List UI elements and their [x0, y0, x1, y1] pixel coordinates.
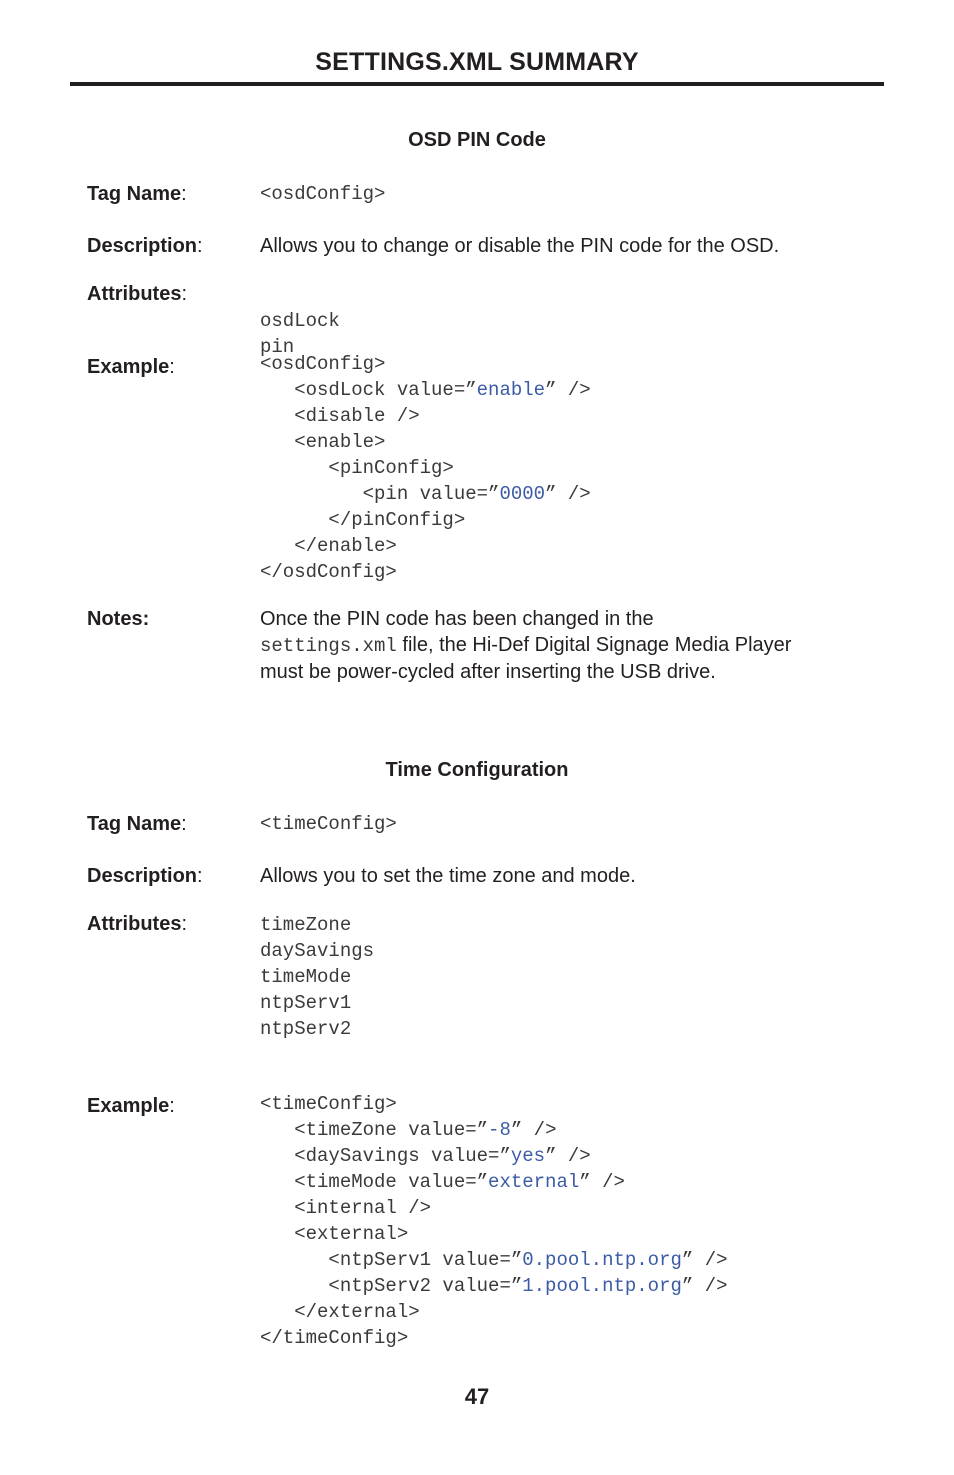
section-title-osd: OSD PIN Code [408, 129, 546, 151]
code-line: <ntpServ1 value=”0.pool.ntp.org” /> [260, 1249, 728, 1271]
label-example: Example: [87, 356, 175, 378]
code-line: </timeConfig> [260, 1327, 409, 1349]
label-notes: Notes: [87, 608, 150, 630]
osd-description: Allows you to change or disable the PIN code for the OSD. [260, 235, 780, 257]
label-tag-name: Tag Name: [87, 183, 187, 205]
label-attributes: Attributes: [87, 283, 188, 305]
osd-tag-name: <osdConfig> [260, 183, 386, 205]
code-line: <internal /> [260, 1197, 432, 1219]
attribute-item: osdLock [260, 310, 340, 332]
code-line: <timeZone value=”-8” /> [260, 1119, 557, 1141]
attribute-item: pin [260, 336, 295, 358]
code-line: <pinConfig> [260, 457, 454, 479]
code-line: </enable> [260, 535, 397, 557]
code-line: <disable /> [260, 405, 420, 427]
attribute-item: timeMode [260, 966, 352, 988]
header-rule [70, 82, 884, 86]
section-title-time: Time Configuration [385, 759, 569, 781]
code-line: </osdConfig> [260, 561, 397, 583]
time-attributes [260, 912, 374, 1042]
attribute-item: ntpServ1 [260, 992, 352, 1014]
code-line: <ntpServ2 value=”1.pool.ntp.org” /> [260, 1275, 728, 1297]
osd-example-code [260, 351, 591, 585]
time-tag-name: <timeConfig> [260, 813, 397, 835]
code-line: <enable> [260, 431, 386, 453]
label-tag-name: Tag Name: [87, 813, 187, 835]
settings-xml-filename: settings.xml [260, 635, 397, 657]
code-line: </pinConfig> [260, 509, 466, 531]
label-description: Description: [87, 235, 203, 257]
code-line: <timeConfig> [260, 1093, 397, 1115]
code-line: <osdLock value=”enable” /> [260, 379, 591, 401]
page-title: SETTINGS.XML SUMMARY [315, 48, 639, 76]
attribute-item: daySavings [260, 940, 375, 962]
code-line: <timeMode value=”external” /> [260, 1171, 625, 1193]
label-description: Description: [87, 865, 203, 887]
attribute-item: ntpServ2 [260, 1018, 352, 1040]
code-line: <pin value=”0000” /> [260, 483, 591, 505]
code-line: <external> [260, 1223, 409, 1245]
time-example-code [260, 1091, 728, 1351]
code-line: </external> [260, 1301, 420, 1323]
attribute-item: timeZone [260, 914, 352, 936]
label-attributes: Attributes: [87, 913, 188, 935]
osd-attributes [260, 282, 340, 360]
code-line: <osdConfig> [260, 353, 386, 375]
code-line: <daySavings value=”yes” /> [260, 1145, 591, 1167]
time-description: Allows you to set the time zone and mode. [260, 865, 636, 887]
osd-notes: Once the PIN code has been changed in the settings.xml file, the Hi-Def Digital Signage Media Player must be power-cycled after inserting the USB drive. [260, 608, 792, 683]
label-example: Example: [87, 1095, 175, 1117]
page-number: 47 [464, 1384, 490, 1409]
